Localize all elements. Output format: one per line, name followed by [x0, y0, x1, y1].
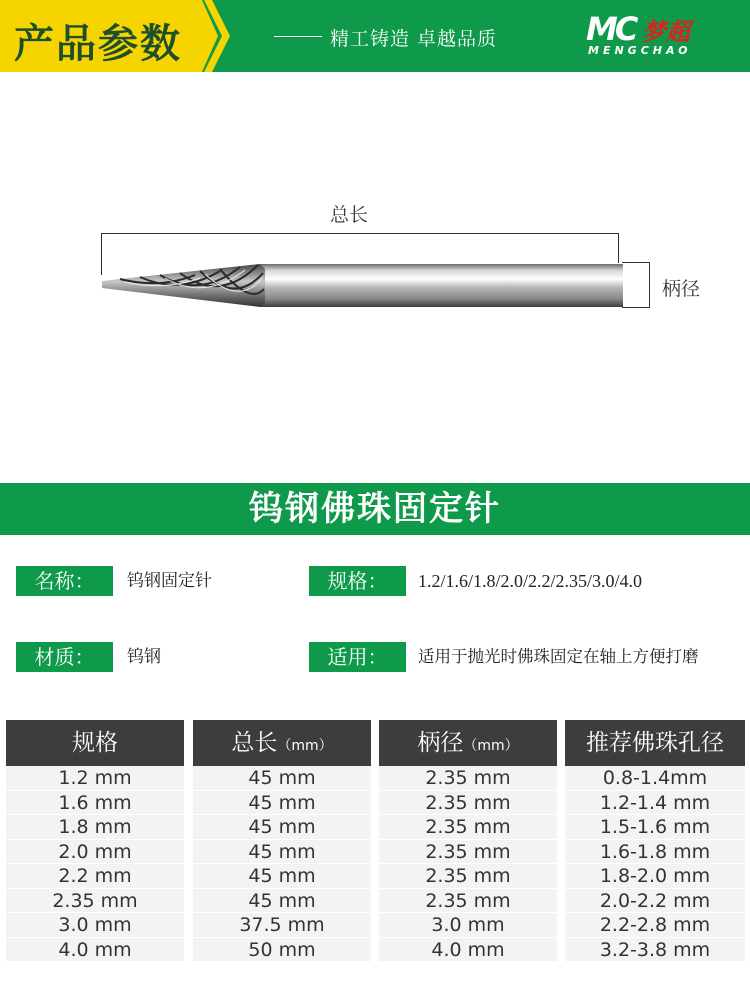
table-cell: 45 mm	[193, 840, 371, 865]
header-label: 总长	[231, 730, 278, 756]
table-cell: 2.2 mm	[6, 864, 184, 889]
table-cell: 50 mm	[193, 938, 371, 963]
slogan-dash	[274, 36, 322, 37]
header-unit: （mm）	[463, 738, 519, 754]
total-length-dimension-line	[101, 233, 619, 234]
table-cell: 3.0 mm	[379, 913, 557, 938]
product-name-title: 钨钢佛珠固定针	[249, 489, 501, 529]
table-header-spec	[6, 720, 184, 766]
brand-logo	[586, 10, 710, 62]
table-cell: 2.2-2.8 mm	[565, 913, 745, 938]
name-tag: 名称：	[16, 566, 113, 596]
logo-chinese: 梦超	[642, 18, 690, 46]
table-cell: 45 mm	[193, 815, 371, 840]
table-cell: 2.35 mm	[6, 889, 184, 914]
table-cell: 2.35 mm	[379, 815, 557, 840]
material-value: 钨钢	[127, 647, 161, 667]
shank-dimension-line	[649, 262, 650, 308]
table-cell: 45 mm	[193, 864, 371, 889]
table-cell: 4.0 mm	[379, 938, 557, 963]
table-cell: 1.5-1.6 mm	[565, 815, 745, 840]
table-cell: 2.0 mm	[6, 840, 184, 865]
page-title: 产品参数	[14, 21, 182, 67]
table-cell: 2.35 mm	[379, 889, 557, 914]
shank-extension-top	[622, 262, 650, 263]
burr-tool-image	[100, 255, 630, 315]
table-cell: 1.2 mm	[6, 766, 184, 791]
table-header-total-length	[193, 720, 371, 766]
shank-diameter-label: 柄径	[662, 278, 701, 300]
table-cell: 0.8-1.4mm	[565, 766, 745, 791]
table-cell: 1.8 mm	[6, 815, 184, 840]
table-cell: 2.35 mm	[379, 840, 557, 865]
table-cell: 37.5 mm	[193, 913, 371, 938]
table-cell: 1.2-1.4 mm	[565, 791, 745, 816]
table-cell: 2.35 mm	[379, 864, 557, 889]
table-cell: 45 mm	[193, 791, 371, 816]
table-cell: 2.35 mm	[379, 766, 557, 791]
table-cell: 1.8-2.0 mm	[565, 864, 745, 889]
table-cell: 2.35 mm	[379, 791, 557, 816]
table-cell: 45 mm	[193, 889, 371, 914]
table-cell: 1.6 mm	[6, 791, 184, 816]
table-header-shank	[379, 720, 557, 766]
usage-value: 适用于抛光时佛珠固定在轴上方便打磨	[418, 647, 699, 666]
table-cell: 1.6-1.8 mm	[565, 840, 745, 865]
usage-tag: 适用：	[309, 642, 406, 672]
spec-value: 1.2/1.6/1.8/2.0/2.2/2.35/3.0/4.0	[418, 571, 643, 591]
header-unit: （mm）	[277, 738, 333, 754]
name-value: 钨钢固定针	[127, 571, 212, 591]
shank-extension-bottom	[622, 307, 650, 308]
table-cell: 2.0-2.2 mm	[565, 889, 745, 914]
table-cell: 3.2-3.8 mm	[565, 938, 745, 963]
logo-english: MENGCHAO	[588, 44, 692, 57]
table-cell: 45 mm	[193, 766, 371, 791]
header-slogan: 精工铸造 卓越品质	[330, 28, 498, 50]
table-cell: 4.0 mm	[6, 938, 184, 963]
spec-tag: 规格：	[309, 566, 406, 596]
total-length-label: 总长	[330, 204, 369, 226]
material-tag: 材质：	[16, 642, 113, 672]
table-header-bead-hole	[565, 720, 745, 766]
logo-mc: MC	[586, 10, 636, 48]
header-label: 推荐佛珠孔径	[586, 730, 724, 756]
table-cell: 3.0 mm	[6, 913, 184, 938]
header-label: 规格	[72, 730, 118, 756]
header-label: 柄径	[417, 730, 464, 756]
